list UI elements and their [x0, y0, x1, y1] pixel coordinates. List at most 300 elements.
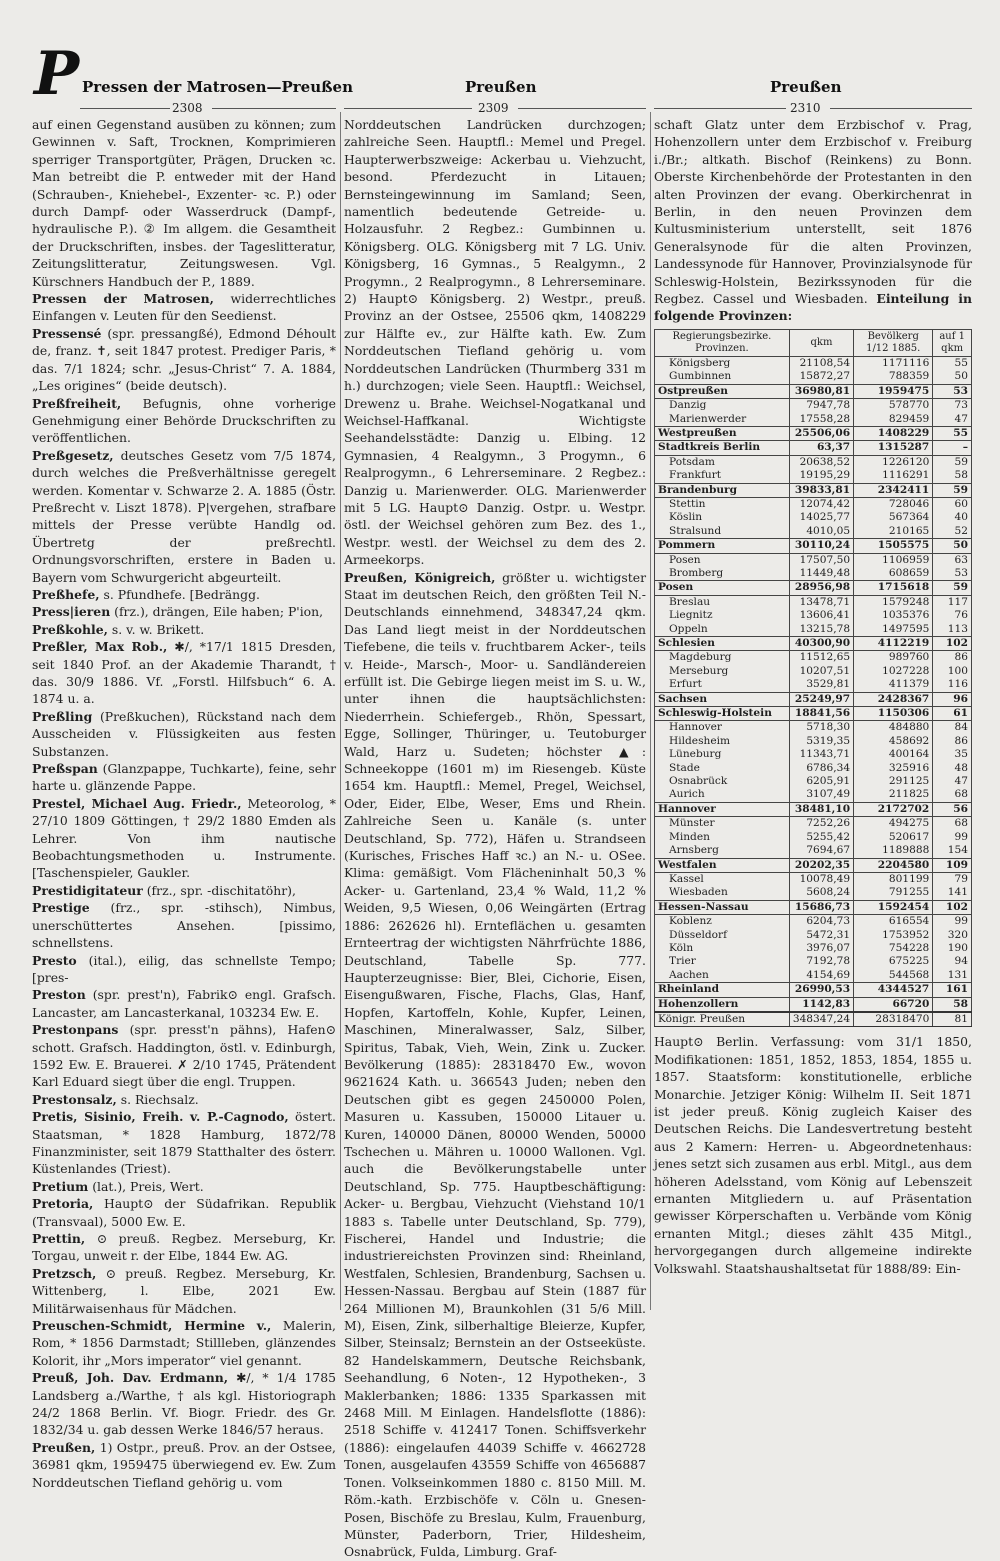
- table-cell-name: Merseburg: [655, 665, 790, 678]
- table-cell-qkm: 20202,35: [789, 858, 853, 872]
- table-row: [655, 707, 972, 721]
- table-cell-name: Aurich: [655, 788, 790, 802]
- column-number-2: 2309: [478, 101, 509, 115]
- entry-text: s. Pfundhefe. [Bedrängg.: [99, 586, 260, 602]
- table-row: [655, 858, 972, 872]
- table-row: [655, 567, 972, 581]
- table-cell-dens: 68: [933, 817, 972, 831]
- entry-headword: Prettin,: [32, 1231, 86, 1246]
- table-cell-name: Köslin: [655, 511, 790, 524]
- table-cell-qkm: 4010,05: [789, 525, 853, 539]
- middle-running-head: Preußen: [465, 78, 537, 96]
- table-cell-name: Schleswig-Holstein: [655, 707, 790, 721]
- table-cell-dens: 190: [933, 942, 972, 955]
- table-cell-pop: 1315287: [854, 441, 933, 455]
- table-cell-pop: 1189888: [854, 844, 933, 858]
- header-rule-mid-2: [518, 108, 646, 109]
- entry-text: östert. Staatsman, * 1828 Hamburg, 1872/78 Finanzminister, seit 1879 Statthalter des österr. Küstenlandes (Triest).: [32, 1109, 336, 1177]
- column-number-3: 2310: [790, 101, 821, 115]
- header-rule-mid: [344, 108, 472, 109]
- table-cell-qkm: 38481,10: [789, 802, 853, 816]
- table-cell-dens: 86: [933, 735, 972, 748]
- table-cell-name: Aachen: [655, 969, 790, 983]
- table-cell-pop: 484880: [854, 721, 933, 735]
- table-cell-pop: 728046: [854, 497, 933, 511]
- entry-text: Befugnis, ohne vorherige Genehmigung einer Behörde Druckschriften zu veröffentlichen.: [32, 395, 336, 446]
- column-divider-1: [340, 112, 341, 1310]
- table-cell-name: Breslau: [655, 595, 790, 609]
- table-cell-qkm: 25506,06: [789, 426, 853, 440]
- table-cell-qkm: 11512,65: [789, 651, 853, 665]
- table-cell-pop: 66720: [854, 997, 933, 1012]
- dictionary-entry: [32, 603, 336, 620]
- table-cell-pop: 1715618: [854, 581, 933, 595]
- table-cell-pop: 788359: [854, 370, 933, 384]
- entry-headword: Preston: [32, 987, 86, 1003]
- header-rule-right: [654, 108, 786, 109]
- table-cell-qkm: 36980,81: [789, 384, 853, 398]
- table-row: [655, 969, 972, 983]
- table-cell-dens: 154: [933, 844, 972, 858]
- table-cell-name: Hannover: [655, 721, 790, 735]
- entry-text: s. Riechsalz.: [116, 1091, 199, 1107]
- table-cell-name: Wiesbaden: [655, 886, 790, 900]
- table-cell-pop: 1027228: [854, 665, 933, 678]
- table-row: [655, 623, 972, 637]
- text-column-1: [32, 116, 337, 1490]
- table-row: [655, 455, 972, 469]
- table-cell-qkm: 12074,42: [789, 497, 853, 511]
- entry-text: ✱/, *17/1 1815 Dresden, seit 1840 Prof. an der Akademie Tharandt, † das. 30/9 1886. Vf. „Forstl. Hilfsbuch“ 6. A. 1874 u. a.: [32, 639, 336, 707]
- table-cell-name: Koblenz: [655, 915, 790, 929]
- table-cell-dens: 161: [933, 983, 972, 997]
- entry-headword: Prestige: [32, 900, 90, 916]
- entry-text: (spr. prest'n), Fabrik⊙ engl. Grafsch. Lancaster, am Lancasterkanal, 103234 Ew. E.: [32, 987, 336, 1020]
- table-cell-qkm: 13606,41: [789, 609, 853, 622]
- table-cell-pop: 1408229: [854, 426, 933, 440]
- dictionary-entry: [32, 1178, 336, 1195]
- column-3-intro: schaft Glatz unter dem Erzbischof v. Prag, Hohenzollern unter dem Erzbischof v. Freiburg i./Br.; altkath. Bischof (Reinkens) zu Bonn. Oberste Kirchenbehörde der Protestanten in den alten Provinzen der evang. Oberkirchenrat in Berlin, in den neuen Provinzen dem Kultusministerium unterstellt, seit 1876 Generalsynode für die alten Provinzen, Landessynode für Hannover, Provinzialsynode für Schleswig-Holstein, Bezirkssynoden für die Regbez. Cassel und Wiesbaden. Einteilung in folgende Provinzen:: [654, 117, 972, 324]
- dictionary-entry: [32, 395, 336, 447]
- table-cell-pop: 578770: [854, 399, 933, 413]
- column-header-qkm: qkm: [789, 329, 853, 356]
- table-row: [655, 370, 972, 384]
- table-cell-qkm: 1142,83: [789, 997, 853, 1012]
- table-row: [655, 651, 972, 665]
- table-cell-dens: 76: [933, 609, 972, 622]
- column-header-population: Bevölkerg 1/12 1885.: [854, 329, 933, 356]
- table-cell-dens: 48: [933, 762, 972, 775]
- table-row: [655, 872, 972, 886]
- table-cell-pop: 616554: [854, 915, 933, 929]
- table-cell-dens: 320: [933, 929, 972, 942]
- entry-headword: Pressen der Matrosen,: [32, 291, 214, 307]
- table-cell-qkm: 11449,48: [789, 567, 853, 581]
- entry-text: (Preßkuchen), Rückstand nach dem Ausscheiden v. Flüssigkeiten aus festen Substanzen.: [32, 708, 336, 759]
- table-row: [655, 1012, 972, 1027]
- table-cell-name: Westfalen: [655, 858, 790, 872]
- table-cell-name: Danzig: [655, 399, 790, 413]
- entry-text: Meteorolog, * 27/10 1809 Göttingen, † 29/2 1880 Emden als Lehrer. Von ihm nautische Beobachtungsmethoden u. Instrumente. [Taschenspieler, Gaukler.: [32, 795, 336, 881]
- table-cell-pop: 754228: [854, 942, 933, 955]
- entry-text: (lat.), Preis, Wert.: [88, 1178, 204, 1194]
- table-row: [655, 983, 972, 997]
- table-cell-dens: 53: [933, 567, 972, 581]
- dictionary-entry: [32, 116, 336, 290]
- dictionary-entry: [32, 899, 336, 951]
- dictionary-entry: [344, 569, 646, 1561]
- provinces-table: [654, 329, 972, 1028]
- table-cell-qkm: 13215,78: [789, 623, 853, 637]
- entry-headword: Preßling: [32, 708, 93, 724]
- entry-headword: Preßspan: [32, 761, 98, 777]
- table-row: [655, 525, 972, 539]
- entry-text: ⊙ preuß. Regbez. Merseburg, Kr. Wittenberg, l. Elbe, 2021 Ew. Militärwaisenhaus für Mädchen.: [32, 1265, 336, 1316]
- table-cell-pop: 1171116: [854, 356, 933, 370]
- text-column-2: [344, 116, 646, 1560]
- entry-text: (frz.), drängen, Eile haben; P'ion,: [110, 604, 324, 620]
- table-cell-qkm: 28956,98: [789, 581, 853, 595]
- entry-text: ⊙ preuß. Regbez. Merseburg, Kr. Torgau, unweit r. der Elbe, 1844 Ew. AG.: [32, 1231, 336, 1264]
- table-row: [655, 609, 972, 622]
- entry-text: (Glanzpappe, Tuchkarte), feine, sehr harte u. glänzende Pappe.: [32, 761, 336, 794]
- entry-headword: Prestidigitateur: [32, 882, 143, 898]
- table-row: [655, 581, 972, 595]
- table-cell-dens: 63: [933, 553, 972, 567]
- table-cell-qkm: 10207,51: [789, 665, 853, 678]
- dictionary-entry: [32, 1195, 336, 1230]
- table-cell-pop: 608659: [854, 567, 933, 581]
- table-cell-name: Hessen-Nassau: [655, 900, 790, 914]
- entry-text: deutsches Gesetz vom 7/5 1874, durch welches die Preßverhältnisse geregelt werden. Komentar v. Schwarze 2. A. 1885 (Östr. Preßrecht v. Liszt 1878). P|vergehen, strafbare mittels der Presse verübte Handlg od. Übertretg der preßrechtl. Ordnungsvorschriften, erstere in Baden u. Bayern vom Schwurgericht abgeurteilt.: [32, 447, 336, 585]
- entry-headword: Preßhefe,: [32, 586, 100, 602]
- table-row: [655, 384, 972, 398]
- header-rule-left-2: [212, 108, 336, 109]
- entry-text: s. v. w. Brikett.: [107, 621, 205, 637]
- section-heading-einteilung: Einteilung in folgende Provinzen:: [654, 291, 972, 324]
- table-cell-pop: 1505575: [854, 539, 933, 553]
- table-cell-qkm: 40300,90: [789, 637, 853, 651]
- table-cell-qkm: 5608,24: [789, 886, 853, 900]
- table-row: [655, 802, 972, 816]
- table-cell-name: Stade: [655, 762, 790, 775]
- table-cell-dens: 40: [933, 511, 972, 524]
- entry-headword: Prestonpans: [32, 1022, 119, 1038]
- table-cell-dens: 68: [933, 788, 972, 802]
- table-cell-dens: 109: [933, 858, 972, 872]
- dictionary-entry: [32, 760, 336, 795]
- table-cell-name: Marienwerder: [655, 413, 790, 427]
- table-cell-name: Osnabrück: [655, 775, 790, 788]
- entry-text: Haupt⊙ der Südafrikan. Republik (Transvaal), 5000 Ew. E.: [32, 1196, 336, 1229]
- entry-text: 1) Ostpr., preuß. Prov. an der Ostsee, 36981 qkm, 1959475 überwiegend ev. Ew. Zum Norddeutschen Tiefland gehörig u. vom: [32, 1439, 336, 1490]
- table-cell-pop: 291125: [854, 775, 933, 788]
- entry-text: Norddeutschen Landrücken durchzogen; zahlreiche Seen. Hauptfl.: Memel und Pregel. Haupterwerbszweige: Ackerbau u. Viehzucht, besond. Pferdezucht in Litauen; Bernsteingewinnung im Samland; Seen, namentlich bedeutende Getreide- u. Holzausfuhr. 2 Regbez.: Gumbinnen u. Königsberg. OLG. Königsberg mit 7 LG. Univ. Königsberg, 16 Gymnas., 5 Realgymn., 2 Progymn., 2 Realprogymn., 8 Lehrerseminare. 2) Haupt⊙ Königsberg. 2) Westpr., preuß. Provinz an der Ostsee, 25506 qkm, 1408229 zur Hälfte ev., zur Hälfte kath. Ew. Zum Norddeutschen Tiefland gehörig u. vom Norddeutschen Landrücken (Thurmberg 331 m h.) durchzogen; viele Seen. Hauptfl.: Weichsel, Drewenz u. Brahe. Weichsel-Nogatkanal und Weichsel-Haffkanal. Wichtigste Seehandelsstädte: Danzig u. Elbing. 12 Gymnasien, 4 Realgymn., 3 Progymn., 6 Realprogymn., 6 Lehrerseminare. 2 Regbez.: Danzig u. Marienwerder. OLG. Marienwerder mit 5 LG. Haupt⊙ Danzig. Ostpr. u. Westpr. östl. der Weichsel gehören zum Bez. des 1., Westpr. westl. der Weichsel zu dem des 2. Armeekorps.: [344, 117, 646, 568]
- table-cell-qkm: 7192,78: [789, 955, 853, 968]
- table-cell-name: Königr. Preußen: [655, 1012, 790, 1027]
- table-cell-pop: 2172702: [854, 802, 933, 816]
- table-cell-name: Posen: [655, 553, 790, 567]
- table-cell-name: Köln: [655, 942, 790, 955]
- table-cell-qkm: 5718,30: [789, 721, 853, 735]
- table-cell-qkm: 17507,50: [789, 553, 853, 567]
- entry-text: größter u. wichtigster Staat im deutschen Reich, den größten Teil N.-Deutschlands einnehmend, 348347,24 qkm. Das Land liegt meist in der Norddeutschen Tiefebene, die teils v. fruchtbarem Acker-, teils v. Heide-, Marsch-, Moor- u. Sandländereien erfüllt ist. Die Gebirge liegen meist im S. u. W., unter ihnen die hauptsächlichsten: Niederrhein. Schiefergeb., Rhön, Spessart, Egge, Sollinger, Thüringer, u. Teutoburger Wald, Harz u. Sudeten; höchster ▲: Schneekoppe (1601 m) im Riesengeb. Küste 1654 km. Hauptfl.: Memel, Pregel, Weichsel, Oder, Eider, Elbe, Weser, Ems und Rhein. Zahlreiche Seen u. Kanäle (s. unter Deutschland, Sp. 772), Häfen u. Strandseen (Kurisches, Frisches Haff ꝛc.) an N.- u. OSee. Klima: gemäßigt. Vom Flächeninhalt 50,3 % Acker- u. Gartenland, 23,4 % Wald, 11,2 % Weiden, 9,5 Wiesen, 0,06 Weingärten (Ertrag 1886: 262626 hl). Ernteflächen u. gesamten Ernteertrag der wichtigsten Nährfrüchte 1886, Deutschland, Tabelle Sp. 777. Haupterzeugnisse: Bier, Blei, Cichorie, Eisen, Eisengußwaren, Fische, Flachs, Glas, Hanf, Hopfen, Kartoffeln, Kohle, Kupfer, Leinen, Maschinen, Mineralwasser, Salz, Silber, Spiritus, Tabak, Vieh, Wein, Zink u. Zucker. Bevölkerung (1885): 28318470 Ew., wovon 9621624 Kath. u. 366543 Juden; neben den Deutschen gibt es gegen 2450000 Polen, Masuren u. Kassuben, 150000 Litauer u. Kuren, 140000 Dänen, 80000 Wenden, 50000 Tschechen u. Mähren u. 10000 Wallonen. Vgl. auch die Bevölkerungstabelle unter Deutschland, Sp. 775. Hauptbeschäftigung: Acker- u. Bergbau, Viehzucht (Viehstand 10/1 1883 s. Tabelle unter Deutschland, Sp. 779), Fischerei, Handel und Industrie; die industriereichsten Provinzen sind: Rheinland, Westfalen, Schlesien, Brandenburg, Sachsen u. Hessen-Nassau. Bergbau auf Stein (1887 für 264 Millionen M), Braunkohlen (31 5/6 Mill. M), Eisen, Zink, silberhaltige Bleierze, Kupfer, Silber, Steinsalz; Bernstein an der Ostseeküste. 82 Handelskammern, Deutsche Reichsbank, Seehandlung, 6 Noten-, 12 Hypotheken-, 3 Maklerbanken; 1886: 1335 Sparkassen mit 2468 Mill. M Einlagen. Handelsflotte (1886): 2518 Schiffe v. 412417 Tonen. Schiffsverkehr (1886): eingelaufen 44039 Schiffe v. 4662728 Tonen, ausgelaufen 43559 Schiffe von 4656887 Tonen. Volkseinkommen 1880 c. 8150 Mill. M. Röm.-kath. Erzbischöfe v. Cöln u. Gnesen-Posen, Bischöfe zu Breslau, Kulm, Frauenburg, Münster, Paderborn, Trier, Hildesheim, Osnabrück, Fulda, Limburg. Graf-: [344, 569, 646, 1560]
- entry-headword: Prestel, Michael Aug. Friedr.,: [32, 795, 242, 811]
- table-cell-dens: 53: [933, 384, 972, 398]
- dictionary-entry: [32, 1091, 336, 1108]
- table-row: [655, 929, 972, 942]
- table-cell-pop: 2428367: [854, 692, 933, 706]
- entry-headword: Press|ieren: [32, 604, 111, 620]
- dictionary-entry: [32, 586, 336, 603]
- text-column-3: [654, 116, 972, 1316]
- table-cell-name: Sachsen: [655, 692, 790, 706]
- table-cell-qkm: 5472,31: [789, 929, 853, 942]
- table-cell-dens: 56: [933, 802, 972, 816]
- entry-headword: Preuschen-Schmidt, Hermine v.,: [32, 1318, 272, 1334]
- table-cell-dens: 141: [933, 886, 972, 900]
- table-cell-qkm: 30110,24: [789, 539, 853, 553]
- entry-text: Malerin, Rom, * 1856 Darmstadt; Stillleben, glänzendes Kolorit, ihr „Mors imperator“ viel genannt.: [32, 1318, 336, 1368]
- table-row: [655, 762, 972, 775]
- section-letter: P: [34, 39, 80, 109]
- table-row: [655, 997, 972, 1012]
- entry-text: (ital.), eilig, das schnellste Tempo; [pres-: [32, 952, 336, 985]
- table-cell-pop: 210165: [854, 525, 933, 539]
- table-cell-dens: 58: [933, 997, 972, 1012]
- table-cell-dens: 50: [933, 539, 972, 553]
- table-cell-pop: 520617: [854, 831, 933, 844]
- table-cell-pop: 325916: [854, 762, 933, 775]
- table-cell-pop: 2342411: [854, 483, 933, 497]
- dictionary-entry: [32, 882, 336, 899]
- table-cell-pop: 1150306: [854, 707, 933, 721]
- table-cell-name: Ostpreußen: [655, 384, 790, 398]
- table-row: [655, 915, 972, 929]
- table-cell-qkm: 3976,07: [789, 942, 853, 955]
- table-cell-qkm: 25249,97: [789, 692, 853, 706]
- table-cell-dens: 100: [933, 665, 972, 678]
- entry-headword: Preßgesetz,: [32, 447, 114, 463]
- table-cell-dens: 55: [933, 426, 972, 440]
- table-cell-pop: 675225: [854, 955, 933, 968]
- table-cell-qkm: 18841,56: [789, 707, 853, 721]
- table-cell-name: Münster: [655, 817, 790, 831]
- column-header-regions: Regierungsbezirke. Provinzen.: [655, 329, 790, 356]
- table-row: [655, 692, 972, 706]
- dictionary-entry: [32, 290, 336, 325]
- table-cell-name: Stettin: [655, 497, 790, 511]
- table-row: [655, 678, 972, 692]
- table-cell-name: Brandenburg: [655, 483, 790, 497]
- table-cell-name: Stadtkreis Berlin: [655, 441, 790, 455]
- table-cell-name: Magdeburg: [655, 651, 790, 665]
- table-cell-dens: 35: [933, 748, 972, 761]
- table-row: [655, 497, 972, 511]
- table-cell-pop: 494275: [854, 817, 933, 831]
- table-cell-qkm: 5319,35: [789, 735, 853, 748]
- table-cell-pop: 567364: [854, 511, 933, 524]
- table-cell-name: Stralsund: [655, 525, 790, 539]
- entry-headword: Preuß, Joh. Dav. Erdmann,: [32, 1370, 229, 1386]
- right-running-head: Preußen: [770, 78, 842, 96]
- table-cell-qkm: 6204,73: [789, 915, 853, 929]
- entry-text: (frz., spr. -dischitatöhr),: [142, 882, 296, 898]
- entry-text: (spr. presst'n pähns), Hafen⊙ schott. Grafsch. Haddington, östl. v. Edinburgh, 1592 Ew. E. Brauerei. ✗ 2/10 1745, Prätendent Karl Eduard siegt über die engl. Truppen.: [32, 1022, 336, 1090]
- table-row: [655, 539, 972, 553]
- table-cell-dens: 116: [933, 678, 972, 692]
- table-cell-dens: 73: [933, 399, 972, 413]
- dictionary-entry: [32, 447, 336, 586]
- table-row: [655, 426, 972, 440]
- table-cell-name: Westpreußen: [655, 426, 790, 440]
- table-cell-qkm: 20638,52: [789, 455, 853, 469]
- table-cell-qkm: 19195,29: [789, 469, 853, 483]
- table-cell-name: Hildesheim: [655, 735, 790, 748]
- table-cell-pop: 791255: [854, 886, 933, 900]
- table-cell-dens: 99: [933, 831, 972, 844]
- table-cell-qkm: 5255,42: [789, 831, 853, 844]
- table-cell-dens: 61: [933, 707, 972, 721]
- header-rule-right-2: [830, 108, 972, 109]
- table-cell-pop: 1226120: [854, 455, 933, 469]
- table-cell-pop: 829459: [854, 413, 933, 427]
- table-cell-name: Gumbinnen: [655, 370, 790, 384]
- table-cell-dens: 59: [933, 455, 972, 469]
- table-cell-dens: 81: [933, 1012, 972, 1027]
- table-cell-qkm: 15872,27: [789, 370, 853, 384]
- table-cell-name: Rheinland: [655, 983, 790, 997]
- table-cell-name: Düsseldorf: [655, 929, 790, 942]
- table-row: [655, 817, 972, 831]
- table-cell-dens: 60: [933, 497, 972, 511]
- table-cell-name: Trier: [655, 955, 790, 968]
- table-cell-pop: 28318470: [854, 1012, 933, 1027]
- table-cell-qkm: 3107,49: [789, 788, 853, 802]
- table-cell-dens: 58: [933, 469, 972, 483]
- table-cell-name: Hannover: [655, 802, 790, 816]
- table-row: [655, 900, 972, 914]
- dictionary-entry: [32, 952, 336, 987]
- table-cell-dens: 59: [933, 581, 972, 595]
- table-cell-pop: 411379: [854, 678, 933, 692]
- table-row: [655, 469, 972, 483]
- table-row: [655, 356, 972, 370]
- table-cell-dens: 55: [933, 356, 972, 370]
- dictionary-entry: [32, 1369, 336, 1439]
- table-cell-dens: 94: [933, 955, 972, 968]
- table-cell-name: Königsberg: [655, 356, 790, 370]
- entry-headword: Preßfreiheit,: [32, 395, 122, 411]
- dictionary-entry: [32, 1317, 336, 1369]
- table-row: [655, 483, 972, 497]
- table-cell-qkm: 13478,71: [789, 595, 853, 609]
- column-header-density: auf 1 qkm: [933, 329, 972, 356]
- dictionary-entry: [344, 116, 646, 569]
- dictionary-entry: [32, 1108, 336, 1178]
- left-running-head: Pressen der Matrosen—Preußen: [82, 78, 353, 96]
- table-cell-pop: 1116291: [854, 469, 933, 483]
- table-cell-name: Posen: [655, 581, 790, 595]
- entry-text: ✱/, * 1/4 1785 Landsberg a./Warthe, † als kgl. Historiograph 24/2 1868 Berlin. Vf. Biogr. Friedr. des Gr. 1832/34 u. gab dessen Werke 1846/57 heraus.: [32, 1370, 336, 1438]
- table-cell-pop: 458692: [854, 735, 933, 748]
- dictionary-entry: [32, 1230, 336, 1265]
- table-row: [655, 595, 972, 609]
- header-rule-left: [80, 108, 170, 109]
- entry-headword: Pretoria,: [32, 1196, 94, 1212]
- table-cell-qkm: 6205,91: [789, 775, 853, 788]
- table-cell-name: Arnsberg: [655, 844, 790, 858]
- table-cell-qkm: 10078,49: [789, 872, 853, 886]
- dictionary-entry: [32, 1439, 336, 1491]
- table-cell-pop: 801199: [854, 872, 933, 886]
- table-cell-dens: 102: [933, 900, 972, 914]
- dictionary-entry: [32, 325, 336, 395]
- table-cell-dens: 96: [933, 692, 972, 706]
- column-divider-2: [650, 112, 651, 1310]
- table-row: [655, 748, 972, 761]
- dictionary-entry: [32, 708, 336, 760]
- table-cell-pop: 1753952: [854, 929, 933, 942]
- table-cell-name: Lüneburg: [655, 748, 790, 761]
- table-cell-name: Potsdam: [655, 455, 790, 469]
- table-cell-dens: 59: [933, 483, 972, 497]
- table-cell-dens: 131: [933, 969, 972, 983]
- entry-headword: Pressensé: [32, 325, 102, 341]
- entry-headword: Pretis, Sisinio, Freih. v. P.-Cagnodo,: [32, 1109, 289, 1125]
- table-row: [655, 735, 972, 748]
- table-cell-name: Pommern: [655, 539, 790, 553]
- table-cell-qkm: 39833,81: [789, 483, 853, 497]
- table-cell-pop: 1497595: [854, 623, 933, 637]
- table-row: [655, 886, 972, 900]
- table-cell-name: Erfurt: [655, 678, 790, 692]
- table-cell-qkm: 7252,26: [789, 817, 853, 831]
- entry-headword: Preßler, Max Rob.,: [32, 639, 168, 655]
- table-cell-qkm: 63,37: [789, 441, 853, 455]
- table-row: [655, 831, 972, 844]
- column-number-1: 2308: [172, 101, 203, 115]
- table-row: [655, 955, 972, 968]
- table-row: [655, 399, 972, 413]
- table-cell-pop: 1106959: [854, 553, 933, 567]
- table-cell-pop: 211825: [854, 788, 933, 802]
- table-header-row: [655, 329, 972, 356]
- table-cell-name: Oppeln: [655, 623, 790, 637]
- table-row: [655, 721, 972, 735]
- dictionary-entry: [32, 795, 336, 882]
- entry-text: (frz., spr. -stihsch), Nimbus, unerschüttertes Ansehen. [pissimo, schnellstens.: [32, 900, 336, 951]
- table-cell-dens: –: [933, 441, 972, 455]
- table-cell-name: Bromberg: [655, 567, 790, 581]
- table-cell-pop: 4112219: [854, 637, 933, 651]
- entry-text: (spr. pressangßé), Edmond Déhoult de, franz. ✝, seit 1847 protest. Prediger Paris, * das. 7/1 1824; schr. „Jesus-Christ“ 7. A. 1884, „Les origines“ (beide deutsch).: [32, 325, 336, 394]
- table-cell-qkm: 21108,54: [789, 356, 853, 370]
- table-row: [655, 775, 972, 788]
- table-cell-pop: 1579248: [854, 595, 933, 609]
- table-row: [655, 553, 972, 567]
- table-cell-pop: 400164: [854, 748, 933, 761]
- entry-headword: Prestonsalz,: [32, 1091, 117, 1107]
- entry-headword: Pretzsch,: [32, 1265, 97, 1281]
- table-cell-dens: 117: [933, 595, 972, 609]
- table-row: [655, 441, 972, 455]
- table-cell-qkm: 17558,28: [789, 413, 853, 427]
- table-cell-pop: 1592454: [854, 900, 933, 914]
- table-cell-qkm: 348347,24: [789, 1012, 853, 1027]
- table-cell-dens: 47: [933, 413, 972, 427]
- dictionary-entry: [32, 1265, 336, 1317]
